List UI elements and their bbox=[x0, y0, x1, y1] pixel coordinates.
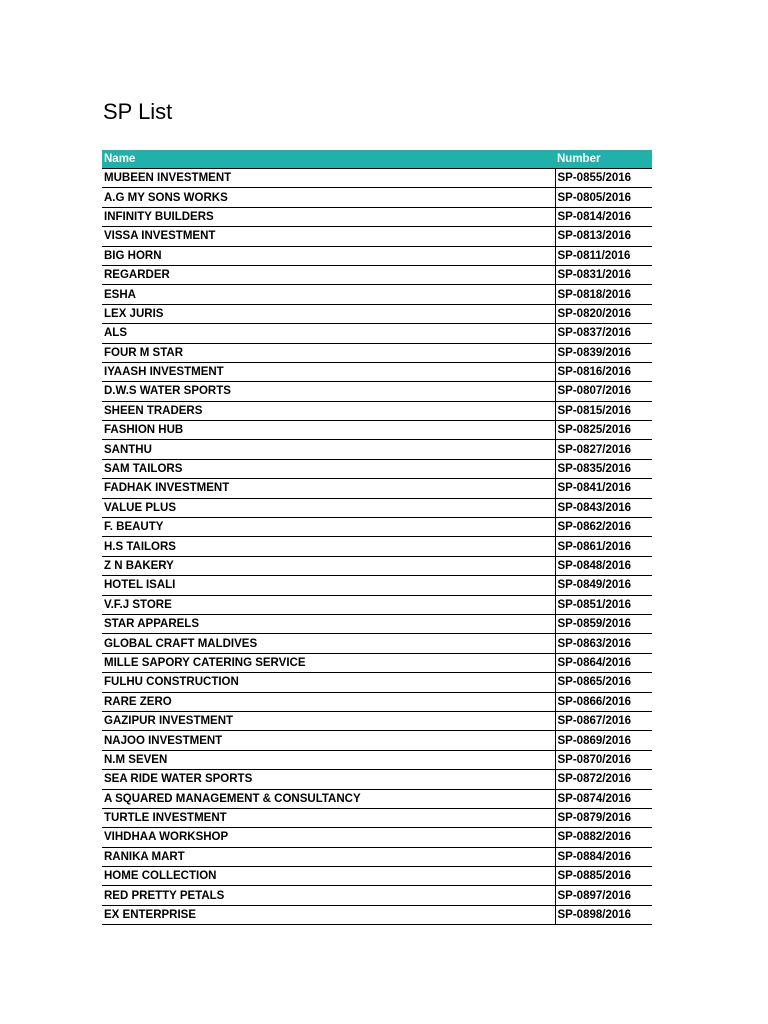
table-header-row bbox=[102, 150, 652, 169]
cell-name: VALUE PLUS bbox=[102, 498, 555, 517]
cell-number: SP-0865/2016 bbox=[555, 673, 652, 692]
cell-number: SP-0869/2016 bbox=[555, 731, 652, 750]
cell-number: SP-0848/2016 bbox=[555, 556, 652, 575]
cell-name: LEX JURIS bbox=[102, 304, 555, 323]
table-row bbox=[102, 556, 652, 575]
table-row bbox=[102, 770, 652, 789]
cell-name: RARE ZERO bbox=[102, 692, 555, 711]
table-row bbox=[102, 653, 652, 672]
cell-number: SP-0872/2016 bbox=[555, 770, 652, 789]
table-row bbox=[102, 673, 652, 692]
table-row bbox=[102, 265, 652, 284]
table-row bbox=[102, 576, 652, 595]
cell-number: SP-0861/2016 bbox=[555, 537, 652, 556]
cell-name: FASHION HUB bbox=[102, 421, 555, 440]
cell-number: SP-0825/2016 bbox=[555, 421, 652, 440]
cell-name: REGARDER bbox=[102, 265, 555, 284]
cell-number: SP-0814/2016 bbox=[555, 207, 652, 226]
cell-number: SP-0864/2016 bbox=[555, 653, 652, 672]
cell-name: V.F.J STORE bbox=[102, 595, 555, 614]
cell-name: BIG HORN bbox=[102, 246, 555, 265]
table-row bbox=[102, 459, 652, 478]
cell-name: HOTEL ISALI bbox=[102, 576, 555, 595]
table-row bbox=[102, 285, 652, 304]
cell-name: TURTLE INVESTMENT bbox=[102, 808, 555, 827]
cell-name: RANIKA MART bbox=[102, 847, 555, 866]
table-row bbox=[102, 169, 652, 188]
table-row bbox=[102, 692, 652, 711]
cell-number: SP-0884/2016 bbox=[555, 847, 652, 866]
cell-name: Z N BAKERY bbox=[102, 556, 555, 575]
page-title: SP List bbox=[103, 99, 173, 124]
table-row bbox=[102, 731, 652, 750]
table-row bbox=[102, 595, 652, 614]
table-row bbox=[102, 324, 652, 343]
cell-name: VIHDHAA WORKSHOP bbox=[102, 828, 555, 847]
cell-number: SP-0862/2016 bbox=[555, 518, 652, 537]
cell-number: SP-0835/2016 bbox=[555, 459, 652, 478]
cell-name: N.M SEVEN bbox=[102, 750, 555, 769]
cell-name: GLOBAL CRAFT MALDIVES bbox=[102, 634, 555, 653]
cell-number: SP-0870/2016 bbox=[555, 750, 652, 769]
cell-name: VISSA INVESTMENT bbox=[102, 227, 555, 246]
cell-number: SP-0867/2016 bbox=[555, 711, 652, 730]
cell-name: GAZIPUR INVESTMENT bbox=[102, 711, 555, 730]
cell-name: SANTHU bbox=[102, 440, 555, 459]
column-header-name: Name bbox=[102, 150, 555, 169]
table-row bbox=[102, 382, 652, 401]
cell-number: SP-0827/2016 bbox=[555, 440, 652, 459]
table-row bbox=[102, 479, 652, 498]
table-row bbox=[102, 498, 652, 517]
cell-name: NAJOO INVESTMENT bbox=[102, 731, 555, 750]
cell-number: SP-0897/2016 bbox=[555, 886, 652, 905]
cell-name: FULHU CONSTRUCTION bbox=[102, 673, 555, 692]
table-row bbox=[102, 614, 652, 633]
cell-name: A SQUARED MANAGEMENT & CONSULTANCY bbox=[102, 789, 555, 808]
table-row bbox=[102, 227, 652, 246]
cell-name: FOUR M STAR bbox=[102, 343, 555, 362]
cell-name: ESHA bbox=[102, 285, 555, 304]
cell-name: SEA RIDE WATER SPORTS bbox=[102, 770, 555, 789]
cell-number: SP-0849/2016 bbox=[555, 576, 652, 595]
cell-number: SP-0866/2016 bbox=[555, 692, 652, 711]
cell-number: SP-0839/2016 bbox=[555, 343, 652, 362]
cell-number: SP-0874/2016 bbox=[555, 789, 652, 808]
cell-number: SP-0859/2016 bbox=[555, 614, 652, 633]
table-body bbox=[102, 169, 652, 925]
table-row bbox=[102, 207, 652, 226]
cell-number: SP-0855/2016 bbox=[555, 169, 652, 188]
cell-name: D.W.S WATER SPORTS bbox=[102, 382, 555, 401]
table-row bbox=[102, 905, 652, 924]
table-row bbox=[102, 886, 652, 905]
table-row bbox=[102, 343, 652, 362]
table-row bbox=[102, 789, 652, 808]
cell-name: IYAASH INVESTMENT bbox=[102, 362, 555, 381]
cell-number: SP-0863/2016 bbox=[555, 634, 652, 653]
table-row bbox=[102, 362, 652, 381]
cell-number: SP-0843/2016 bbox=[555, 498, 652, 517]
cell-name: ALS bbox=[102, 324, 555, 343]
cell-number: SP-0837/2016 bbox=[555, 324, 652, 343]
cell-name: SAM TAILORS bbox=[102, 459, 555, 478]
table-row bbox=[102, 750, 652, 769]
table-row bbox=[102, 537, 652, 556]
table-row bbox=[102, 421, 652, 440]
cell-name: F. BEAUTY bbox=[102, 518, 555, 537]
cell-number: SP-0818/2016 bbox=[555, 285, 652, 304]
cell-number: SP-0811/2016 bbox=[555, 246, 652, 265]
cell-name: MILLE SAPORY CATERING SERVICE bbox=[102, 653, 555, 672]
table-row bbox=[102, 711, 652, 730]
cell-name: HOME COLLECTION bbox=[102, 867, 555, 886]
cell-number: SP-0879/2016 bbox=[555, 808, 652, 827]
cell-number: SP-0898/2016 bbox=[555, 905, 652, 924]
cell-number: SP-0885/2016 bbox=[555, 867, 652, 886]
table-row bbox=[102, 188, 652, 207]
cell-number: SP-0851/2016 bbox=[555, 595, 652, 614]
sp-list-table bbox=[102, 150, 652, 925]
cell-number: SP-0805/2016 bbox=[555, 188, 652, 207]
table-row bbox=[102, 828, 652, 847]
cell-number: SP-0816/2016 bbox=[555, 362, 652, 381]
cell-name: RED PRETTY PETALS bbox=[102, 886, 555, 905]
cell-number: SP-0813/2016 bbox=[555, 227, 652, 246]
cell-number: SP-0831/2016 bbox=[555, 265, 652, 284]
table-row bbox=[102, 401, 652, 420]
cell-name: STAR APPARELS bbox=[102, 614, 555, 633]
cell-name: EX ENTERPRISE bbox=[102, 905, 555, 924]
table-row bbox=[102, 634, 652, 653]
cell-name: A.G MY SONS WORKS bbox=[102, 188, 555, 207]
table-row bbox=[102, 440, 652, 459]
table-row bbox=[102, 867, 652, 886]
cell-name: MUBEEN INVESTMENT bbox=[102, 169, 555, 188]
cell-name: SHEEN TRADERS bbox=[102, 401, 555, 420]
cell-number: SP-0820/2016 bbox=[555, 304, 652, 323]
cell-number: SP-0841/2016 bbox=[555, 479, 652, 498]
cell-name: INFINITY BUILDERS bbox=[102, 207, 555, 226]
cell-number: SP-0807/2016 bbox=[555, 382, 652, 401]
table-row bbox=[102, 246, 652, 265]
table-row bbox=[102, 847, 652, 866]
column-header-number: Number bbox=[555, 150, 652, 169]
table-row bbox=[102, 304, 652, 323]
table-row bbox=[102, 808, 652, 827]
table-row bbox=[102, 518, 652, 537]
cell-number: SP-0815/2016 bbox=[555, 401, 652, 420]
cell-number: SP-0882/2016 bbox=[555, 828, 652, 847]
cell-name: H.S TAILORS bbox=[102, 537, 555, 556]
cell-name: FADHAK INVESTMENT bbox=[102, 479, 555, 498]
